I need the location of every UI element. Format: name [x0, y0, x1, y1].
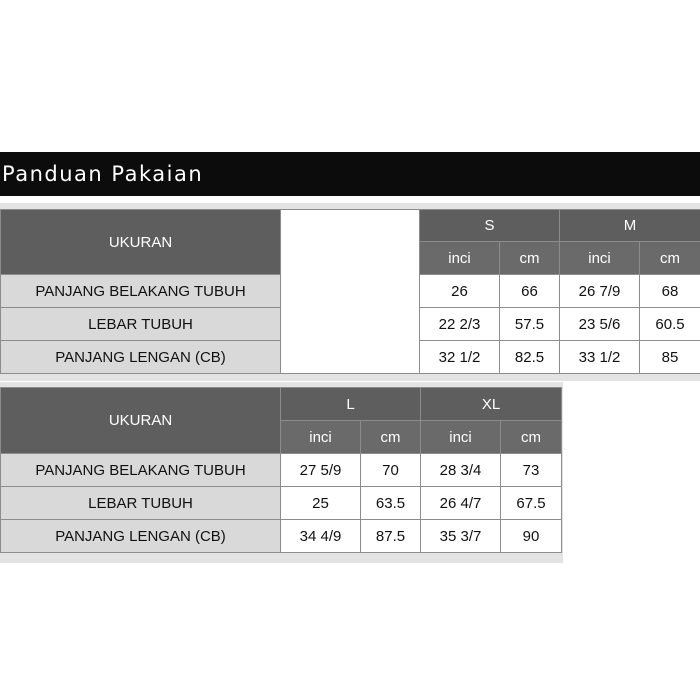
corner-header: UKURAN	[1, 388, 281, 454]
value-cell: 70	[361, 454, 421, 487]
size-guide-title: Panduan Pakaian	[0, 152, 700, 196]
unit-header-cm: cm	[640, 242, 700, 275]
size-header-l: L	[281, 388, 421, 421]
blank-column	[281, 210, 420, 374]
value-cell: 82.5	[500, 341, 560, 374]
corner-header: UKURAN	[1, 210, 281, 275]
unit-header-inch: inci	[281, 421, 361, 454]
table-row	[1, 454, 562, 487]
unit-header-inch: inci	[420, 242, 500, 275]
value-cell: 73	[501, 454, 562, 487]
row-label: PANJANG BELAKANG TUBUH	[1, 275, 281, 308]
unit-header-inch: inci	[560, 242, 640, 275]
row-label: LEBAR TUBUH	[1, 487, 281, 520]
table-row	[1, 487, 562, 520]
unit-header-cm: cm	[500, 242, 560, 275]
size-table-l-xl	[0, 387, 562, 553]
value-cell: 33 1/2	[560, 341, 640, 374]
value-cell: 90	[501, 520, 562, 553]
row-label: LEBAR TUBUH	[1, 308, 281, 341]
row-label: PANJANG BELAKANG TUBUH	[1, 454, 281, 487]
size-table-s-m	[0, 209, 700, 374]
value-cell: 32 1/2	[420, 341, 500, 374]
size-header-xl: XL	[421, 388, 562, 421]
value-cell: 23 5/6	[560, 308, 640, 341]
value-cell: 67.5	[501, 487, 562, 520]
value-cell: 63.5	[361, 487, 421, 520]
value-cell: 87.5	[361, 520, 421, 553]
value-cell: 66	[500, 275, 560, 308]
unit-header-inch: inci	[421, 421, 501, 454]
value-cell: 22 2/3	[420, 308, 500, 341]
row-label: PANJANG LENGAN (CB)	[1, 520, 281, 553]
table-row	[1, 520, 562, 553]
value-cell: 26 7/9	[560, 275, 640, 308]
unit-header-cm: cm	[501, 421, 562, 454]
size-header-m: M	[560, 210, 700, 242]
value-cell: 60.5	[640, 308, 700, 341]
value-cell: 68	[640, 275, 700, 308]
size-header-s: S	[420, 210, 560, 242]
value-cell: 35 3/7	[421, 520, 501, 553]
row-label: PANJANG LENGAN (CB)	[1, 341, 281, 374]
value-cell: 26 4/7	[421, 487, 501, 520]
value-cell: 34 4/9	[281, 520, 361, 553]
value-cell: 57.5	[500, 308, 560, 341]
value-cell: 28 3/4	[421, 454, 501, 487]
value-cell: 85	[640, 341, 700, 374]
unit-header-cm: cm	[361, 421, 421, 454]
value-cell: 25	[281, 487, 361, 520]
value-cell: 26	[420, 275, 500, 308]
value-cell: 27 5/9	[281, 454, 361, 487]
